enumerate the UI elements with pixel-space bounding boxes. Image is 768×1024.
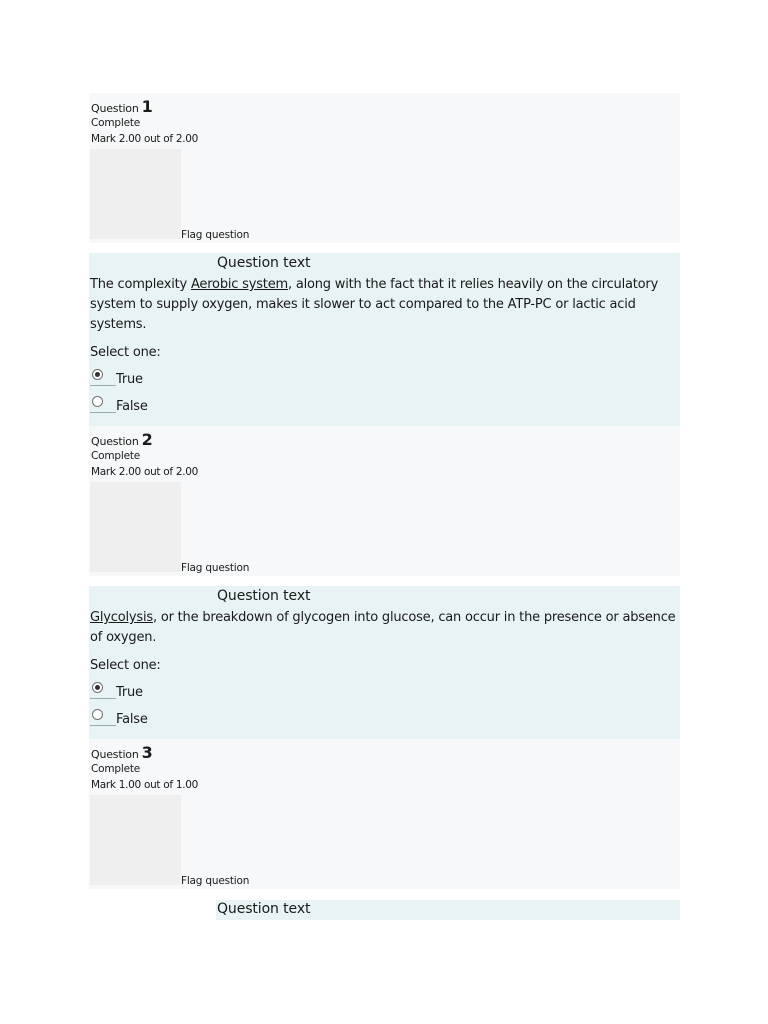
select-one-prompt: Select one:	[90, 658, 161, 673]
radio-unchecked-icon[interactable]	[92, 709, 103, 720]
question-number: Question 2	[91, 430, 153, 449]
question-state: Complete	[91, 117, 141, 129]
option-true[interactable]	[90, 681, 210, 703]
question-grade: Mark 2.00 out of 2.00	[91, 466, 199, 478]
question-grade: Mark 1.00 out of 1.00	[91, 779, 199, 791]
question-state: Complete	[91, 450, 141, 462]
flag-icon[interactable]	[90, 795, 181, 885]
flag-question-link[interactable]: Flag question	[181, 875, 250, 887]
select-one-prompt: Select one:	[90, 345, 161, 360]
question-text: The complexity Aerobic system, along with the fact that it relies heavily on the circulatory system to supply oxygen, makes it slower to act compared to the ATP-PC or lactic acid systems.	[90, 277, 659, 332]
question-text-heading: Question text	[217, 588, 311, 604]
radio-checked-icon[interactable]	[92, 682, 103, 693]
option-true[interactable]	[90, 368, 210, 390]
flag-icon[interactable]	[90, 149, 181, 239]
option-false[interactable]	[90, 708, 210, 730]
question-2-content	[89, 586, 680, 739]
glossary-link[interactable]: Glycolysis	[90, 610, 153, 625]
question-1-content	[89, 253, 680, 426]
radio-unchecked-icon[interactable]	[92, 396, 103, 407]
question-number: Question 3	[91, 743, 153, 762]
question-state: Complete	[91, 763, 141, 775]
question-1-info	[89, 93, 680, 243]
question-3-info	[89, 739, 680, 889]
option-label: True	[116, 685, 143, 700]
question-text: Glycolysis, or the breakdown of glycogen into glucose, can occur in the presence or absence of oxygen.	[90, 610, 676, 645]
option-label: False	[116, 712, 148, 727]
question-text-heading: Question text	[217, 901, 311, 917]
option-false[interactable]	[90, 395, 210, 417]
option-label: False	[116, 399, 148, 414]
radio-checked-icon[interactable]	[92, 369, 103, 380]
question-grade: Mark 2.00 out of 2.00	[91, 133, 199, 145]
flag-icon[interactable]	[90, 482, 181, 572]
option-label: True	[116, 372, 143, 387]
glossary-link[interactable]: Aerobic system	[190, 277, 288, 292]
question-text-heading: Question text	[217, 255, 311, 271]
question-number: Question 1	[91, 97, 153, 116]
flag-question-link[interactable]: Flag question	[181, 562, 250, 574]
question-3-content	[216, 900, 680, 920]
question-2-info	[89, 426, 680, 576]
flag-question-link[interactable]: Flag question	[181, 229, 250, 241]
